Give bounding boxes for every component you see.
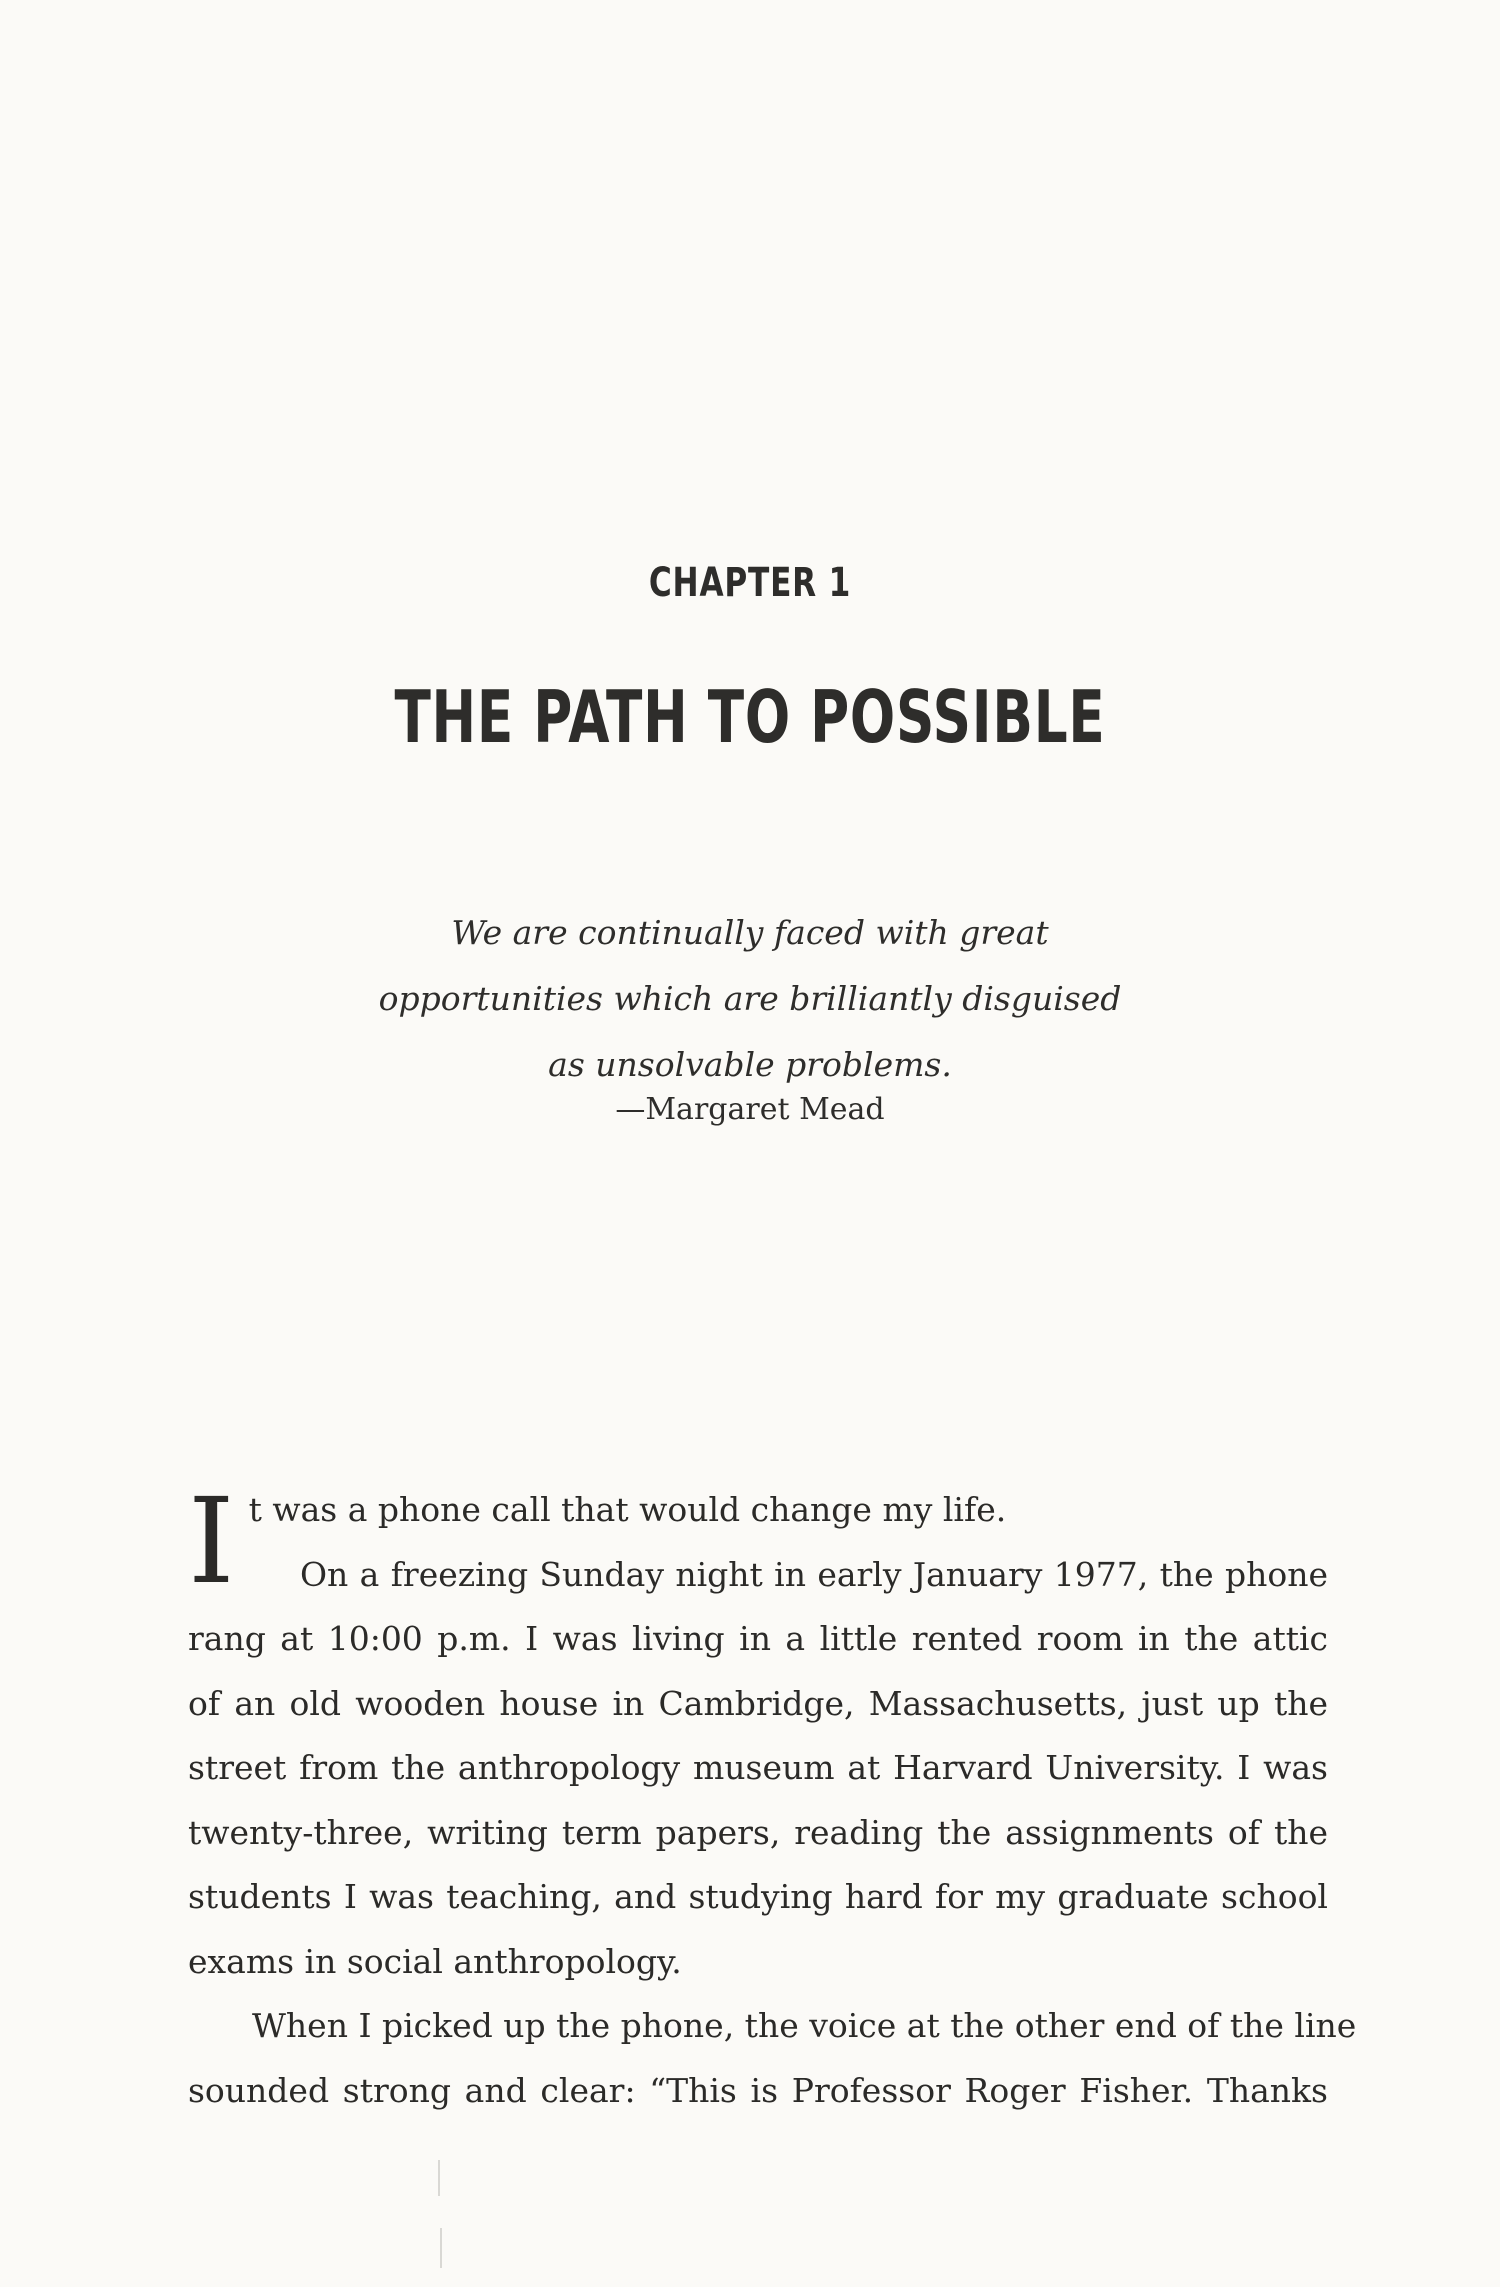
epigraph-attribution: —Margaret Mead bbox=[615, 1092, 885, 1127]
body-line: students I was teaching, and studying hard for my graduate school bbox=[188, 1877, 1328, 1916]
epigraph-line: We are continually faced with great bbox=[451, 913, 1049, 952]
body-line: twenty-three, writing term papers, reading the assignments of the bbox=[188, 1812, 1328, 1852]
body-line: of an old wooden house in Cambridge, Massachusetts, just up the bbox=[188, 1683, 1328, 1723]
body-line: exams in social anthropology. bbox=[188, 1941, 682, 1981]
chapter-label: CHAPTER 1 bbox=[648, 560, 852, 606]
body-line: On a freezing Sunday night in early January 1977, the phone bbox=[300, 1554, 1328, 1594]
body-text bbox=[188, 1472, 1357, 2123]
body-line: street from the anthropology museum at Harvard University. I was bbox=[188, 1748, 1328, 1787]
body-line: t was a phone call that would change my life. bbox=[248, 1490, 1007, 1529]
epigraph-line: as unsolvable problems. bbox=[548, 1045, 952, 1084]
body-line: When I picked up the phone, the voice at the other end of the line bbox=[252, 2006, 1357, 2045]
body-line: rang at 10:00 p.m. I was living in a little rented room in the attic bbox=[188, 1619, 1328, 1658]
drop-cap: I bbox=[188, 1472, 235, 1610]
body-line: sounded strong and clear: “This is Professor Roger Fisher. Thanks bbox=[188, 2070, 1328, 2110]
scan-artifact bbox=[438, 2160, 440, 2196]
chapter-title: THE PATH TO POSSIBLE bbox=[394, 675, 1106, 759]
epigraph-line: opportunities which are brilliantly disguised bbox=[378, 979, 1122, 1018]
epigraph-quote bbox=[0, 900, 1500, 1098]
scan-artifact bbox=[440, 2228, 442, 2268]
